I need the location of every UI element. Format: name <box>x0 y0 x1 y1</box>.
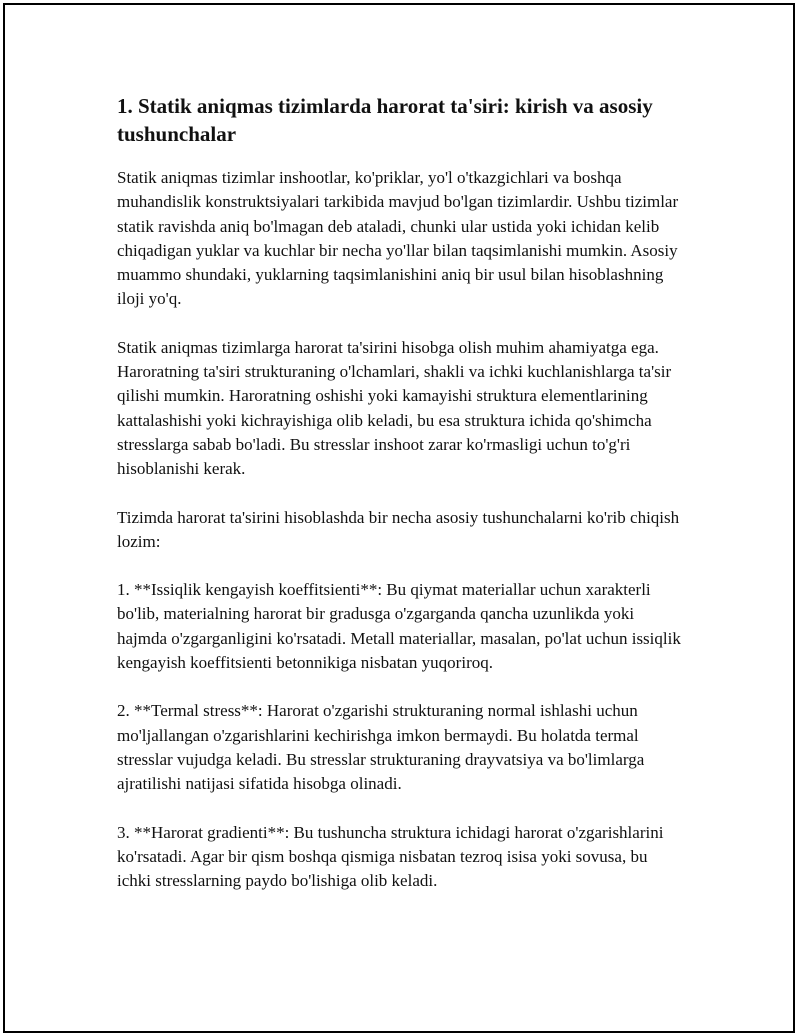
paragraph-intro: Statik aniqmas tizimlar inshootlar, ko'priklar, yo'l o'tkazgichlari va boshqa muhandislik konstruktsiyalari tarkibida mavjud bo'lgan tizimlardir. Ushbu tizimlar statik ravishda aniq bo'lmagan deb ataladi, chunki ular ustida yoki ichidan kelib chiqadigan yuklar va kuchlar bir necha yo'llar bilan taqsimlanishi mumkin. Asosiy muammo shundaki, yuklarning taqsimlanishini aniq bir usul bilan hisoblashning iloji yo'q. <box>117 168 679 309</box>
paragraph-temperature-effect: Statik aniqmas tizimlarga harorat ta'sirini hisobga olish muhim ahamiyatga ega. Haroratning ta'siri strukturaning o'lchamlari, shakli va ichki kuchlanishlarga ta'sir qilishi mumkin. Haroratning oshishi yoki kamayishi struktura elementlarining kattalashishi yoki kichrayishiga olib keladi, bu esa struktura ichida qo'shimcha stresslarga sabab bo'ladi. Bu stresslar inshoot zarar ko'rmasligi uchun to'g'ri hisoblanishi kerak. <box>117 337 672 479</box>
list-item-thermal-stress: 2. **Termal stress**: Harorat o'zgarishi strukturaning normal ishlashi uchun mo'ljallangan o'zgarishlarini kechirishga imkon bermaydi. Bu holatda termal stresslar vujudga keladi. Bu stresslar strukturaning drayvatsiya va bo'limlarga ajratilishi natijasi sifatida hisobga olinadi. <box>117 701 645 794</box>
list-item-thermal-expansion: 1. **Issiqlik kengayish koeffitsienti**: Bu qiymat materiallar uchun xarakterli bo'lib, materialning harorat bir gradusga o'zgarganda qancha uzunlikda yoki hajmda o'zgarganligini ko'rsatadi. Metall materiallar, masalan, po'lat uchun issiqlik kengayish koeffitsienti betonnikiga nisbatan yuqoriroq. <box>117 580 681 673</box>
document-body <box>117 92 685 917</box>
paragraph-key-concepts: Tizimda harorat ta'sirini hisoblashda bir necha asosiy tushunchalarni ko'rib chiqish lozim: <box>117 507 680 551</box>
section-title: 1. Statik aniqmas tizimlarda harorat ta'siri: kirish va asosiy tushunchalar <box>117 94 653 146</box>
list-item-temperature-gradient: 3. **Harorat gradienti**: Bu tushuncha struktura ichidagi harorat o'zgarishlarini ko'rsatadi. Agar bir qism boshqa qismiga nisbatan tezroq isisa yoki sovusa, bu ichki stresslarning paydo bo'lishiga olib keladi. <box>117 822 664 891</box>
